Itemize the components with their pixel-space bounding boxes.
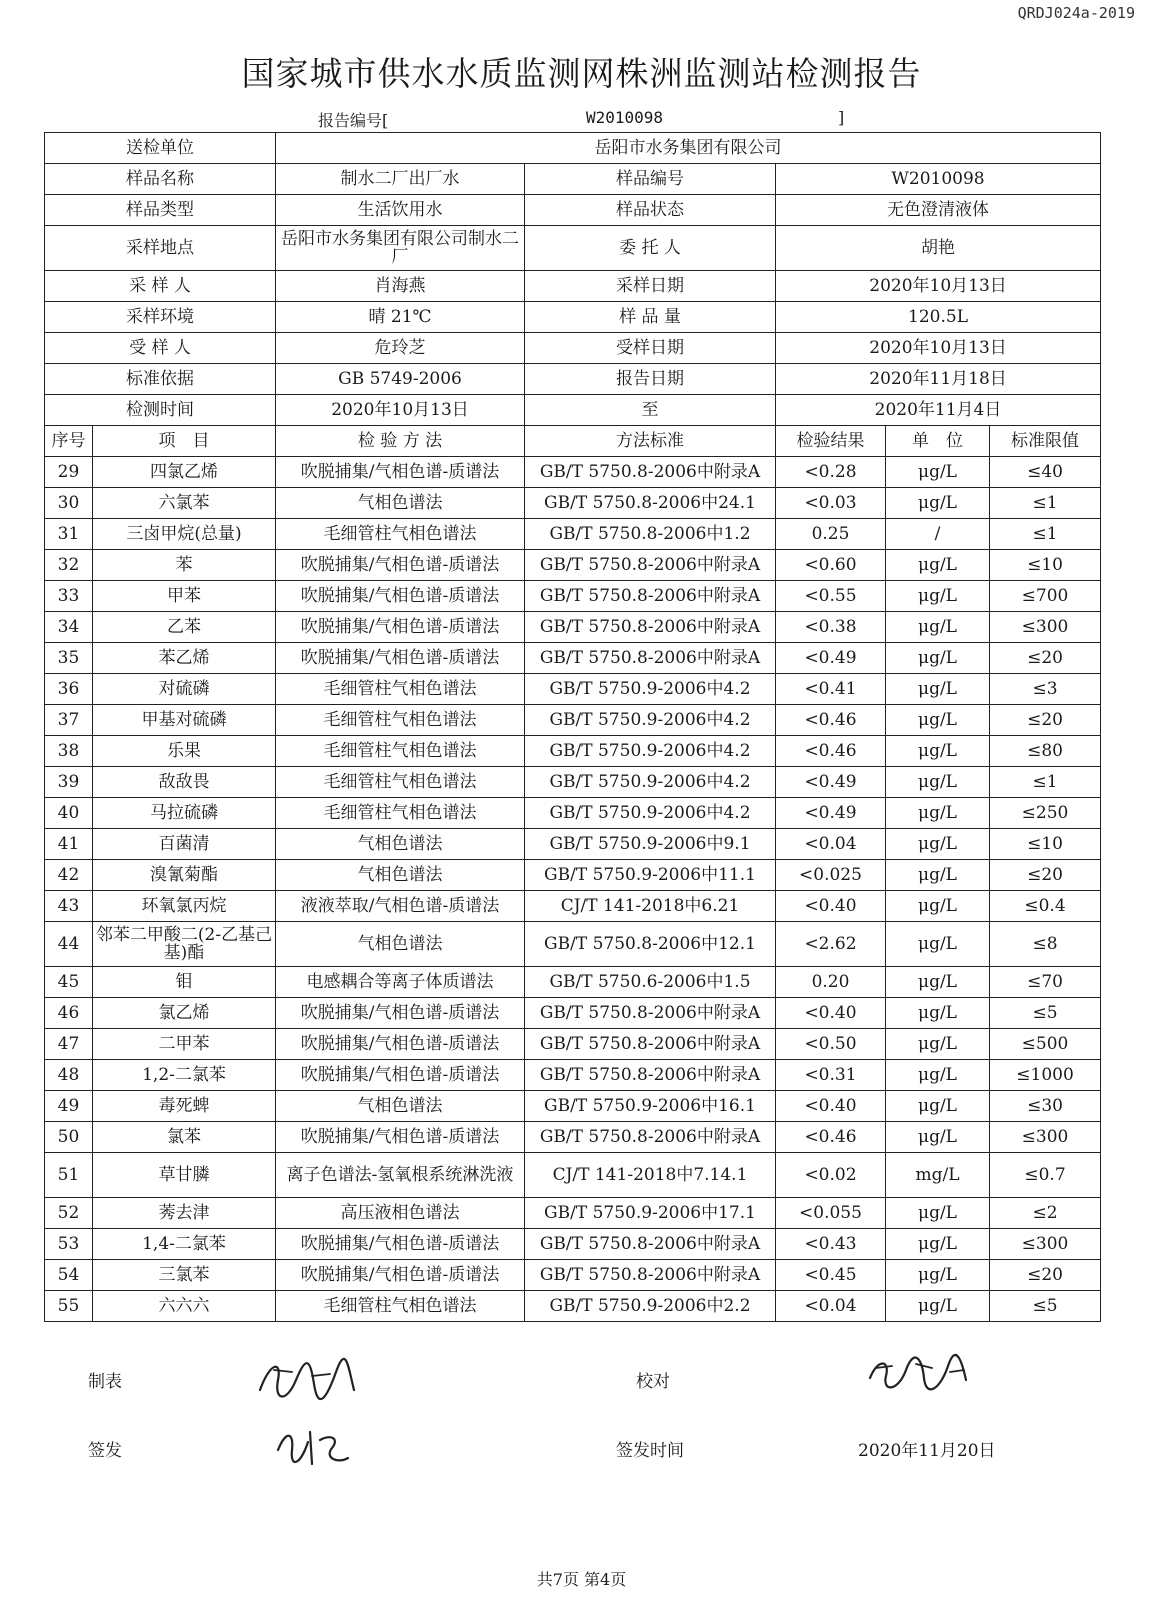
row-method: 气相色谱法 (276, 1091, 525, 1122)
row-method: 毛细管柱气相色谱法 (276, 736, 525, 767)
row-limit: ≤8 (990, 922, 1101, 967)
row-item: 邻苯二甲酸二(2-乙基己基)酯 (93, 922, 276, 967)
row-item: 甲苯 (93, 581, 276, 612)
row-no: 50 (45, 1122, 93, 1153)
table-row (45, 860, 1101, 891)
row-no: 37 (45, 705, 93, 736)
table-row (45, 581, 1101, 612)
table-row (45, 1122, 1101, 1153)
row-unit: μg/L (886, 643, 990, 674)
row-method: 毛细管柱气相色谱法 (276, 767, 525, 798)
row-unit: μg/L (886, 1122, 990, 1153)
row-item: 苯 (93, 550, 276, 581)
table-row (45, 1260, 1101, 1291)
info-row-standard (45, 364, 1101, 395)
row-unit: μg/L (886, 767, 990, 798)
receive-date-value: 2020年10月13日 (776, 333, 1101, 364)
row-limit: ≤5 (990, 998, 1101, 1029)
row-item: 乙苯 (93, 612, 276, 643)
row-item: 乐果 (93, 736, 276, 767)
row-unit: μg/L (886, 1260, 990, 1291)
table-row (45, 1029, 1101, 1060)
row-unit: μg/L (886, 1229, 990, 1260)
row-limit: ≤3 (990, 674, 1101, 705)
row-method: 气相色谱法 (276, 488, 525, 519)
row-method: 毛细管柱气相色谱法 (276, 519, 525, 550)
row-result: <0.02 (776, 1153, 886, 1198)
row-unit: μg/L (886, 998, 990, 1029)
sample-no-value: W2010098 (776, 164, 1101, 195)
row-standard: GB/T 5750.8-2006中1.2 (525, 519, 776, 550)
row-unit: μg/L (886, 1060, 990, 1091)
sample-name-value: 制水二厂出厂水 (276, 164, 525, 195)
row-unit: / (886, 519, 990, 550)
report-date-label: 报告日期 (525, 364, 776, 395)
table-row (45, 1153, 1101, 1198)
results-header-row (45, 426, 1101, 457)
checker-label: 校对 (636, 1372, 670, 1392)
row-method: 吹脱捕集/气相色谱-质谱法 (276, 1260, 525, 1291)
env-label: 采样环境 (45, 302, 276, 333)
row-item: 苯乙烯 (93, 643, 276, 674)
row-unit: μg/L (886, 612, 990, 643)
row-standard: GB/T 5750.9-2006中4.2 (525, 798, 776, 829)
row-method: 高压液相色谱法 (276, 1198, 525, 1229)
row-limit: ≤300 (990, 1229, 1101, 1260)
row-standard: GB/T 5750.8-2006中附录A (525, 1229, 776, 1260)
row-unit: μg/L (886, 1291, 990, 1322)
row-result: <0.025 (776, 860, 886, 891)
row-result: <2.62 (776, 922, 886, 967)
row-limit: ≤250 (990, 798, 1101, 829)
row-unit: μg/L (886, 736, 990, 767)
row-unit: μg/L (886, 967, 990, 998)
row-method: 吹脱捕集/气相色谱-质谱法 (276, 1029, 525, 1060)
row-no: 34 (45, 612, 93, 643)
info-row-sampler (45, 271, 1101, 302)
checker-signature (862, 1348, 974, 1400)
row-standard: GB/T 5750.9-2006中2.2 (525, 1291, 776, 1322)
row-method: 吹脱捕集/气相色谱-质谱法 (276, 1122, 525, 1153)
row-result: <0.31 (776, 1060, 886, 1091)
row-result: <0.38 (776, 612, 886, 643)
row-unit: μg/L (886, 891, 990, 922)
info-row-receiver (45, 333, 1101, 364)
table-row (45, 1060, 1101, 1091)
row-item: 环氧氯丙烷 (93, 891, 276, 922)
sampler-label: 采 样 人 (45, 271, 276, 302)
header-no: 序号 (45, 426, 93, 457)
row-item: 六六六 (93, 1291, 276, 1322)
test-start-value: 2020年10月13日 (276, 395, 525, 426)
row-standard: GB/T 5750.8-2006中24.1 (525, 488, 776, 519)
row-item: 马拉硫磷 (93, 798, 276, 829)
info-row-sample-name (45, 164, 1101, 195)
row-result: <0.46 (776, 736, 886, 767)
test-time-label: 检测时间 (45, 395, 276, 426)
issue-time-label: 签发时间 (616, 1441, 684, 1461)
row-item: 百菌清 (93, 829, 276, 860)
row-standard: GB/T 5750.8-2006中附录A (525, 1122, 776, 1153)
row-no: 54 (45, 1260, 93, 1291)
row-standard: GB/T 5750.8-2006中附录A (525, 581, 776, 612)
row-result: <0.49 (776, 798, 886, 829)
table-row (45, 922, 1101, 967)
row-no: 33 (45, 581, 93, 612)
row-standard: GB/T 5750.8-2006中附录A (525, 1029, 776, 1060)
info-row-client (45, 133, 1101, 164)
table-row (45, 457, 1101, 488)
row-limit: ≤700 (990, 581, 1101, 612)
sample-no-label: 样品编号 (525, 164, 776, 195)
page-footer: 共7页 第4页 (536, 1570, 627, 1589)
row-standard: GB/T 5750.8-2006中附录A (525, 643, 776, 674)
quantity-label: 样 品 量 (525, 302, 776, 333)
issuer-label: 签发 (88, 1441, 122, 1461)
entrust-value: 胡艳 (776, 226, 1101, 271)
table-row (45, 1091, 1101, 1122)
row-method: 吹脱捕集/气相色谱-质谱法 (276, 457, 525, 488)
row-standard: GB/T 5750.9-2006中4.2 (525, 705, 776, 736)
row-item: 1,2-二氯苯 (93, 1060, 276, 1091)
row-item: 草甘膦 (93, 1153, 276, 1198)
row-result: <0.055 (776, 1198, 886, 1229)
row-no: 49 (45, 1091, 93, 1122)
row-limit: ≤20 (990, 705, 1101, 736)
row-result: <0.28 (776, 457, 886, 488)
row-result: <0.43 (776, 1229, 886, 1260)
receiver-value: 危玲芝 (276, 333, 525, 364)
row-no: 38 (45, 736, 93, 767)
row-item: 溴氰菊酯 (93, 860, 276, 891)
row-no: 51 (45, 1153, 93, 1198)
row-unit: μg/L (886, 550, 990, 581)
row-method: 气相色谱法 (276, 860, 525, 891)
row-result: <0.40 (776, 998, 886, 1029)
issue-time-value: 2020年11月20日 (858, 1441, 996, 1461)
row-standard: GB/T 5750.8-2006中附录A (525, 612, 776, 643)
client-value: 岳阳市水务集团有限公司 (276, 133, 1101, 164)
row-method: 毛细管柱气相色谱法 (276, 705, 525, 736)
quantity-value: 120.5L (776, 302, 1101, 333)
row-method: 吹脱捕集/气相色谱-质谱法 (276, 1060, 525, 1091)
table-row (45, 798, 1101, 829)
row-method: 吹脱捕集/气相色谱-质谱法 (276, 550, 525, 581)
row-no: 44 (45, 922, 93, 967)
table-row (45, 612, 1101, 643)
row-no: 31 (45, 519, 93, 550)
test-end-value: 2020年11月4日 (776, 395, 1101, 426)
document-code: QRDJ024a-2019 (1017, 4, 1135, 22)
row-item: 三氯苯 (93, 1260, 276, 1291)
sample-name-label: 样品名称 (45, 164, 276, 195)
row-result: 0.25 (776, 519, 886, 550)
report-number-label: 报告编号[ (318, 111, 389, 130)
row-item: 六氯苯 (93, 488, 276, 519)
row-unit: μg/L (886, 705, 990, 736)
row-method: 毛细管柱气相色谱法 (276, 674, 525, 705)
row-result: <0.46 (776, 1122, 886, 1153)
row-no: 41 (45, 829, 93, 860)
row-no: 46 (45, 998, 93, 1029)
entrust-label: 委 托 人 (525, 226, 776, 271)
row-standard: GB/T 5750.8-2006中附录A (525, 550, 776, 581)
row-method: 吹脱捕集/气相色谱-质谱法 (276, 612, 525, 643)
row-no: 45 (45, 967, 93, 998)
table-row (45, 705, 1101, 736)
row-item: 甲基对硫磷 (93, 705, 276, 736)
report-date-value: 2020年11月18日 (776, 364, 1101, 395)
header-item: 项 目 (93, 426, 276, 457)
row-standard: GB/T 5750.9-2006中17.1 (525, 1198, 776, 1229)
row-result: <0.03 (776, 488, 886, 519)
sample-type-value: 生活饮用水 (276, 195, 525, 226)
row-no: 55 (45, 1291, 93, 1322)
row-standard: CJ/T 141-2018中6.21 (525, 891, 776, 922)
report-number-close: ] (838, 108, 845, 127)
info-row-test-time (45, 395, 1101, 426)
row-result: <0.46 (776, 705, 886, 736)
report-title: 国家城市供水水质监测网株洲监测站检测报告 (241, 54, 922, 93)
row-method: 毛细管柱气相色谱法 (276, 1291, 525, 1322)
standard-label: 标准依据 (45, 364, 276, 395)
row-item: 对硫磷 (93, 674, 276, 705)
row-limit: ≤20 (990, 1260, 1101, 1291)
test-to-label: 至 (525, 395, 776, 426)
row-unit: μg/L (886, 1029, 990, 1060)
row-standard: GB/T 5750.8-2006中12.1 (525, 922, 776, 967)
sampler-value: 肖海燕 (276, 271, 525, 302)
table-row (45, 736, 1101, 767)
row-result: <0.04 (776, 829, 886, 860)
issuer-signature (272, 1420, 354, 1474)
row-no: 52 (45, 1198, 93, 1229)
row-no: 42 (45, 860, 93, 891)
row-method: 气相色谱法 (276, 922, 525, 967)
row-no: 39 (45, 767, 93, 798)
row-method: 气相色谱法 (276, 829, 525, 860)
row-result: <0.40 (776, 891, 886, 922)
row-no: 32 (45, 550, 93, 581)
row-standard: CJ/T 141-2018中7.14.1 (525, 1153, 776, 1198)
location-value: 岳阳市水务集团有限公司制水二厂 (276, 226, 525, 271)
row-result: <0.50 (776, 1029, 886, 1060)
sample-type-label: 样品类型 (45, 195, 276, 226)
row-standard: GB/T 5750.8-2006中附录A (525, 1060, 776, 1091)
row-result: <0.60 (776, 550, 886, 581)
table-row (45, 998, 1101, 1029)
row-standard: GB/T 5750.9-2006中11.1 (525, 860, 776, 891)
row-unit: μg/L (886, 1091, 990, 1122)
receiver-label: 受 样 人 (45, 333, 276, 364)
row-limit: ≤0.7 (990, 1153, 1101, 1198)
row-standard: GB/T 5750.8-2006中附录A (525, 457, 776, 488)
table-row (45, 767, 1101, 798)
row-standard: GB/T 5750.9-2006中16.1 (525, 1091, 776, 1122)
header-result: 检验结果 (776, 426, 886, 457)
row-standard: GB/T 5750.9-2006中4.2 (525, 736, 776, 767)
row-limit: ≤1 (990, 519, 1101, 550)
row-standard: GB/T 5750.9-2006中9.1 (525, 829, 776, 860)
row-limit: ≤70 (990, 967, 1101, 998)
row-no: 35 (45, 643, 93, 674)
row-unit: μg/L (886, 798, 990, 829)
row-unit: μg/L (886, 488, 990, 519)
table-row (45, 967, 1101, 998)
row-standard: GB/T 5750.9-2006中4.2 (525, 767, 776, 798)
row-unit: μg/L (886, 829, 990, 860)
row-item: 氯乙烯 (93, 998, 276, 1029)
report-number-value: W2010098 (586, 108, 664, 127)
client-label: 送检单位 (45, 133, 276, 164)
row-method: 离子色谱法-氢氧根系统淋洗液 (276, 1153, 525, 1198)
row-item: 钼 (93, 967, 276, 998)
row-result: <0.41 (776, 674, 886, 705)
table-row (45, 674, 1101, 705)
table-row (45, 550, 1101, 581)
row-standard: GB/T 5750.8-2006中附录A (525, 1260, 776, 1291)
row-method: 毛细管柱气相色谱法 (276, 798, 525, 829)
env-value: 晴 21℃ (276, 302, 525, 333)
row-limit: ≤1 (990, 488, 1101, 519)
row-limit: ≤20 (990, 860, 1101, 891)
row-item: 三卤甲烷(总量) (93, 519, 276, 550)
row-result: <0.40 (776, 1091, 886, 1122)
row-result: <0.04 (776, 1291, 886, 1322)
row-limit: ≤0.4 (990, 891, 1101, 922)
info-row-env (45, 302, 1101, 333)
info-row-sample-type (45, 195, 1101, 226)
table-row (45, 519, 1101, 550)
report-table (44, 132, 1101, 1322)
table-row (45, 1198, 1101, 1229)
standard-value: GB 5749-2006 (276, 364, 525, 395)
row-result: <0.45 (776, 1260, 886, 1291)
row-no: 53 (45, 1229, 93, 1260)
row-method: 吹脱捕集/气相色谱-质谱法 (276, 998, 525, 1029)
row-no: 36 (45, 674, 93, 705)
row-limit: ≤10 (990, 550, 1101, 581)
location-label: 采样地点 (45, 226, 276, 271)
header-limit: 标准限值 (990, 426, 1101, 457)
sample-state-value: 无色澄清液体 (776, 195, 1101, 226)
row-unit: mg/L (886, 1153, 990, 1198)
header-standard: 方法标准 (525, 426, 776, 457)
row-no: 29 (45, 457, 93, 488)
row-item: 四氯乙烯 (93, 457, 276, 488)
row-limit: ≤300 (990, 612, 1101, 643)
receive-date-label: 受样日期 (525, 333, 776, 364)
row-item: 敌敌畏 (93, 767, 276, 798)
row-method: 电感耦合等离子体质谱法 (276, 967, 525, 998)
row-standard: GB/T 5750.6-2006中1.5 (525, 967, 776, 998)
row-standard: GB/T 5750.8-2006中附录A (525, 998, 776, 1029)
row-method: 液液萃取/气相色谱-质谱法 (276, 891, 525, 922)
row-item: 毒死蜱 (93, 1091, 276, 1122)
row-unit: μg/L (886, 581, 990, 612)
row-item: 莠去津 (93, 1198, 276, 1229)
header-method: 检 验 方 法 (276, 426, 525, 457)
table-row (45, 829, 1101, 860)
row-item: 二甲苯 (93, 1029, 276, 1060)
table-row (45, 1291, 1101, 1322)
maker-label: 制表 (88, 1372, 122, 1392)
row-limit: ≤1000 (990, 1060, 1101, 1091)
row-unit: μg/L (886, 457, 990, 488)
row-item: 1,4-二氯苯 (93, 1229, 276, 1260)
table-row (45, 488, 1101, 519)
row-limit: ≤5 (990, 1291, 1101, 1322)
row-limit: ≤10 (990, 829, 1101, 860)
row-limit: ≤300 (990, 1122, 1101, 1153)
row-result: 0.20 (776, 967, 886, 998)
sample-date-label: 采样日期 (525, 271, 776, 302)
row-unit: μg/L (886, 1198, 990, 1229)
row-limit: ≤30 (990, 1091, 1101, 1122)
sample-date-value: 2020年10月13日 (776, 271, 1101, 302)
row-standard: GB/T 5750.9-2006中4.2 (525, 674, 776, 705)
row-result: <0.55 (776, 581, 886, 612)
info-row-location (45, 226, 1101, 271)
row-unit: μg/L (886, 922, 990, 967)
table-row (45, 1229, 1101, 1260)
row-no: 48 (45, 1060, 93, 1091)
maker-signature (252, 1350, 362, 1408)
row-unit: μg/L (886, 674, 990, 705)
table-row (45, 643, 1101, 674)
row-limit: ≤80 (990, 736, 1101, 767)
header-unit: 单 位 (886, 426, 990, 457)
row-item: 氯苯 (93, 1122, 276, 1153)
row-limit: ≤500 (990, 1029, 1101, 1060)
row-result: <0.49 (776, 643, 886, 674)
row-limit: ≤20 (990, 643, 1101, 674)
row-no: 47 (45, 1029, 93, 1060)
row-method: 吹脱捕集/气相色谱-质谱法 (276, 643, 525, 674)
row-result: <0.49 (776, 767, 886, 798)
row-method: 吹脱捕集/气相色谱-质谱法 (276, 581, 525, 612)
row-no: 43 (45, 891, 93, 922)
row-limit: ≤2 (990, 1198, 1101, 1229)
sample-state-label: 样品状态 (525, 195, 776, 226)
row-no: 40 (45, 798, 93, 829)
row-limit: ≤1 (990, 767, 1101, 798)
table-row (45, 891, 1101, 922)
row-unit: μg/L (886, 860, 990, 891)
row-no: 30 (45, 488, 93, 519)
row-method: 吹脱捕集/气相色谱-质谱法 (276, 1229, 525, 1260)
row-limit: ≤40 (990, 457, 1101, 488)
